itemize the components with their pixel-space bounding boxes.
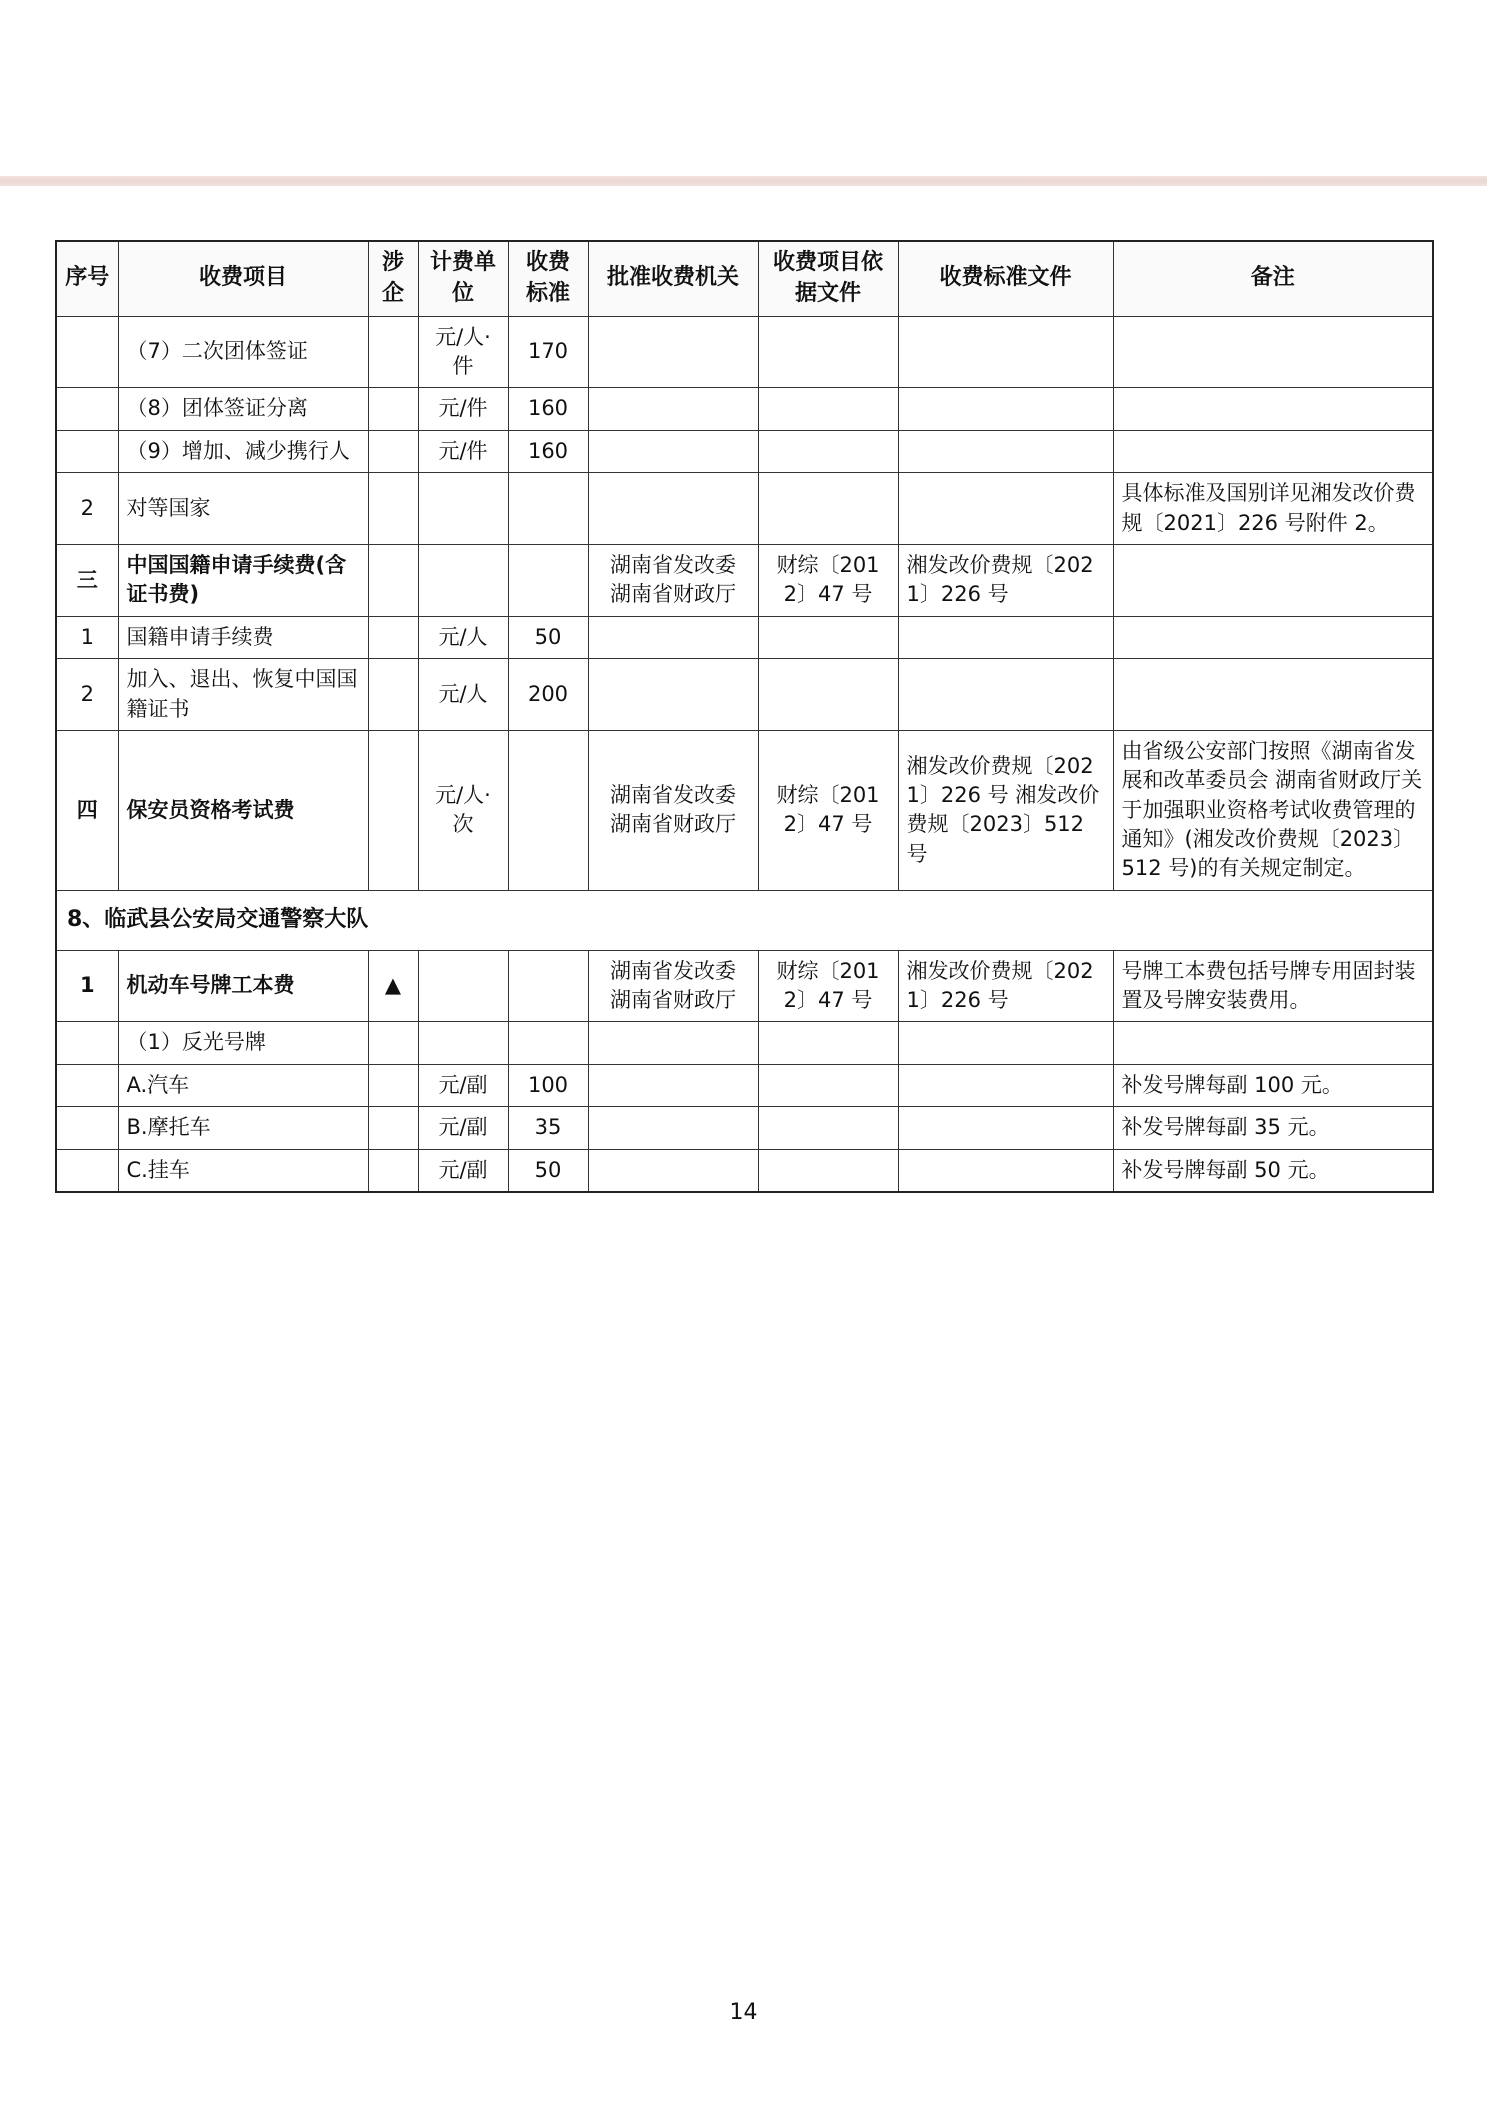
cell-basis — [758, 1064, 898, 1106]
table-row — [56, 1022, 1433, 1064]
cell-note — [1113, 1022, 1433, 1064]
cell-note: 号牌工本费包括号牌专用固封装置及号牌安装费用。 — [1113, 950, 1433, 1022]
header-remarks: 备注 — [1113, 241, 1433, 316]
cell-note — [1113, 544, 1433, 616]
cell-seq — [56, 316, 118, 388]
cell-std: 160 — [508, 430, 588, 472]
header-seq: 序号 — [56, 241, 118, 316]
table-row — [56, 473, 1433, 545]
cell-note — [1113, 659, 1433, 731]
cell-auth: 湖南省发改委 湖南省财政厅 — [588, 544, 758, 616]
table-row — [56, 316, 1433, 388]
cell-name: （9）增加、减少携行人 — [118, 430, 368, 472]
cell-std — [508, 950, 588, 1022]
cell-unit: 元/件 — [418, 388, 508, 430]
cell-ent — [368, 316, 418, 388]
cell-note: 补发号牌每副 50 元。 — [1113, 1149, 1433, 1192]
cell-seq — [56, 1149, 118, 1192]
table-row — [56, 616, 1433, 658]
header-standard: 收费标准 — [508, 241, 588, 316]
cell-auth — [588, 1022, 758, 1064]
cell-ent — [368, 1149, 418, 1192]
cell-ent — [368, 388, 418, 430]
cell-note — [1113, 430, 1433, 472]
cell-seq: 四 — [56, 730, 118, 890]
cell-seq: 2 — [56, 473, 118, 545]
cell-std — [508, 1022, 588, 1064]
cell-ent — [368, 616, 418, 658]
cell-name: C.挂车 — [118, 1149, 368, 1192]
cell-name: 机动车号牌工本费 — [118, 950, 368, 1022]
cell-basis — [758, 473, 898, 545]
cell-stdfile: 湘发改价费规〔2021〕226 号 — [898, 544, 1113, 616]
cell-ent — [368, 544, 418, 616]
cell-std: 50 — [508, 1149, 588, 1192]
header-authority: 批准收费机关 — [588, 241, 758, 316]
cell-ent — [368, 473, 418, 545]
cell-stdfile — [898, 1022, 1113, 1064]
cell-seq — [56, 1064, 118, 1106]
cell-ent — [368, 430, 418, 472]
table-row — [56, 659, 1433, 731]
cell-note: 补发号牌每副 35 元。 — [1113, 1107, 1433, 1149]
header-basis-doc: 收费项目依据文件 — [758, 241, 898, 316]
cell-ent — [368, 730, 418, 890]
cell-stdfile: 湘发改价费规〔2021〕226 号 湘发改价费规〔2023〕512 号 — [898, 730, 1113, 890]
cell-stdfile — [898, 316, 1113, 388]
cell-auth — [588, 388, 758, 430]
cell-note — [1113, 388, 1433, 430]
cell-auth — [588, 1064, 758, 1106]
cell-std — [508, 544, 588, 616]
cell-name: （8）团体签证分离 — [118, 388, 368, 430]
cell-unit: 元/副 — [418, 1149, 508, 1192]
cell-name: 保安员资格考试费 — [118, 730, 368, 890]
cell-std: 170 — [508, 316, 588, 388]
cell-seq: 1 — [56, 950, 118, 1022]
cell-basis — [758, 1149, 898, 1192]
cell-seq: 2 — [56, 659, 118, 731]
cell-unit — [418, 950, 508, 1022]
cell-basis: 财综〔2012〕47 号 — [758, 730, 898, 890]
table-row — [56, 388, 1433, 430]
cell-stdfile — [898, 1107, 1113, 1149]
cell-auth — [588, 659, 758, 731]
cell-auth: 湖南省发改委 湖南省财政厅 — [588, 950, 758, 1022]
cell-std — [508, 730, 588, 890]
cell-note: 由省级公安部门按照《湖南省发展和改革委员会 湖南省财政厅关于加强职业资格考试收费管理的通知》(湘发改价费规〔2023〕512 号)的有关规定制定。 — [1113, 730, 1433, 890]
cell-unit — [418, 473, 508, 545]
header-enterprise: 涉企 — [368, 241, 418, 316]
cell-stdfile — [898, 1149, 1113, 1192]
cell-auth — [588, 473, 758, 545]
cell-seq — [56, 430, 118, 472]
cell-auth — [588, 616, 758, 658]
cell-basis — [758, 659, 898, 731]
cell-unit: 元/件 — [418, 430, 508, 472]
cell-auth — [588, 316, 758, 388]
cell-auth — [588, 1107, 758, 1149]
cell-name: （1）反光号牌 — [118, 1022, 368, 1064]
scan-artifact-line — [0, 176, 1487, 186]
table-row — [56, 1064, 1433, 1106]
section-row — [56, 890, 1433, 950]
cell-note — [1113, 616, 1433, 658]
cell-note: 具体标准及国别详见湘发改价费规〔2021〕226 号附件 2。 — [1113, 473, 1433, 545]
cell-auth — [588, 430, 758, 472]
cell-ent — [368, 1064, 418, 1106]
cell-name: B.摩托车 — [118, 1107, 368, 1149]
cell-name: 加入、退出、恢复中国国籍证书 — [118, 659, 368, 731]
header-item: 收费项目 — [118, 241, 368, 316]
table-row — [56, 544, 1433, 616]
cell-ent — [368, 1107, 418, 1149]
cell-std: 200 — [508, 659, 588, 731]
cell-std: 160 — [508, 388, 588, 430]
table-row — [56, 950, 1433, 1022]
cell-basis: 财综〔2012〕47 号 — [758, 544, 898, 616]
cell-stdfile — [898, 616, 1113, 658]
cell-seq — [56, 388, 118, 430]
table-body-part1 — [56, 316, 1433, 890]
cell-basis — [758, 388, 898, 430]
cell-basis — [758, 1022, 898, 1064]
cell-name: A.汽车 — [118, 1064, 368, 1106]
cell-seq — [56, 1107, 118, 1149]
page-number: 14 — [729, 2000, 758, 2025]
cell-unit: 元/人·次 — [418, 730, 508, 890]
cell-unit — [418, 544, 508, 616]
cell-basis — [758, 616, 898, 658]
cell-std: 50 — [508, 616, 588, 658]
cell-stdfile — [898, 473, 1113, 545]
cell-basis — [758, 430, 898, 472]
cell-stdfile — [898, 430, 1113, 472]
fee-document — [55, 240, 1432, 1193]
table-row — [56, 430, 1433, 472]
table-section — [56, 890, 1433, 950]
cell-ent — [368, 659, 418, 731]
cell-unit — [418, 1022, 508, 1064]
cell-auth: 湖南省发改委 湖南省财政厅 — [588, 730, 758, 890]
cell-basis: 财综〔2012〕47 号 — [758, 950, 898, 1022]
cell-basis — [758, 1107, 898, 1149]
cell-name: （7）二次团体签证 — [118, 316, 368, 388]
cell-name: 中国国籍申请手续费(含证书费) — [118, 544, 368, 616]
table-row — [56, 1149, 1433, 1192]
cell-stdfile — [898, 388, 1113, 430]
cell-unit: 元/人 — [418, 616, 508, 658]
cell-seq: 1 — [56, 616, 118, 658]
header-unit: 计费单位 — [418, 241, 508, 316]
table-header-row — [56, 241, 1433, 316]
cell-note — [1113, 316, 1433, 388]
header-standard-doc: 收费标准文件 — [898, 241, 1113, 316]
table-row — [56, 1107, 1433, 1149]
cell-stdfile — [898, 659, 1113, 731]
cell-unit: 元/人·件 — [418, 316, 508, 388]
table-row — [56, 730, 1433, 890]
cell-basis — [758, 316, 898, 388]
cell-stdfile — [898, 1064, 1113, 1106]
cell-ent — [368, 1022, 418, 1064]
fee-table — [55, 240, 1434, 1193]
cell-auth — [588, 1149, 758, 1192]
cell-name: 对等国家 — [118, 473, 368, 545]
section-title: 8、临武县公安局交通警察大队 — [56, 890, 1433, 950]
cell-std — [508, 473, 588, 545]
cell-name: 国籍申请手续费 — [118, 616, 368, 658]
cell-ent: ▲ — [368, 950, 418, 1022]
cell-std: 35 — [508, 1107, 588, 1149]
cell-seq: 三 — [56, 544, 118, 616]
cell-note: 补发号牌每副 100 元。 — [1113, 1064, 1433, 1106]
cell-unit: 元/副 — [418, 1064, 508, 1106]
cell-std: 100 — [508, 1064, 588, 1106]
table-body-part2 — [56, 950, 1433, 1192]
cell-unit: 元/人 — [418, 659, 508, 731]
cell-seq — [56, 1022, 118, 1064]
cell-stdfile: 湘发改价费规〔2021〕226 号 — [898, 950, 1113, 1022]
cell-unit: 元/副 — [418, 1107, 508, 1149]
